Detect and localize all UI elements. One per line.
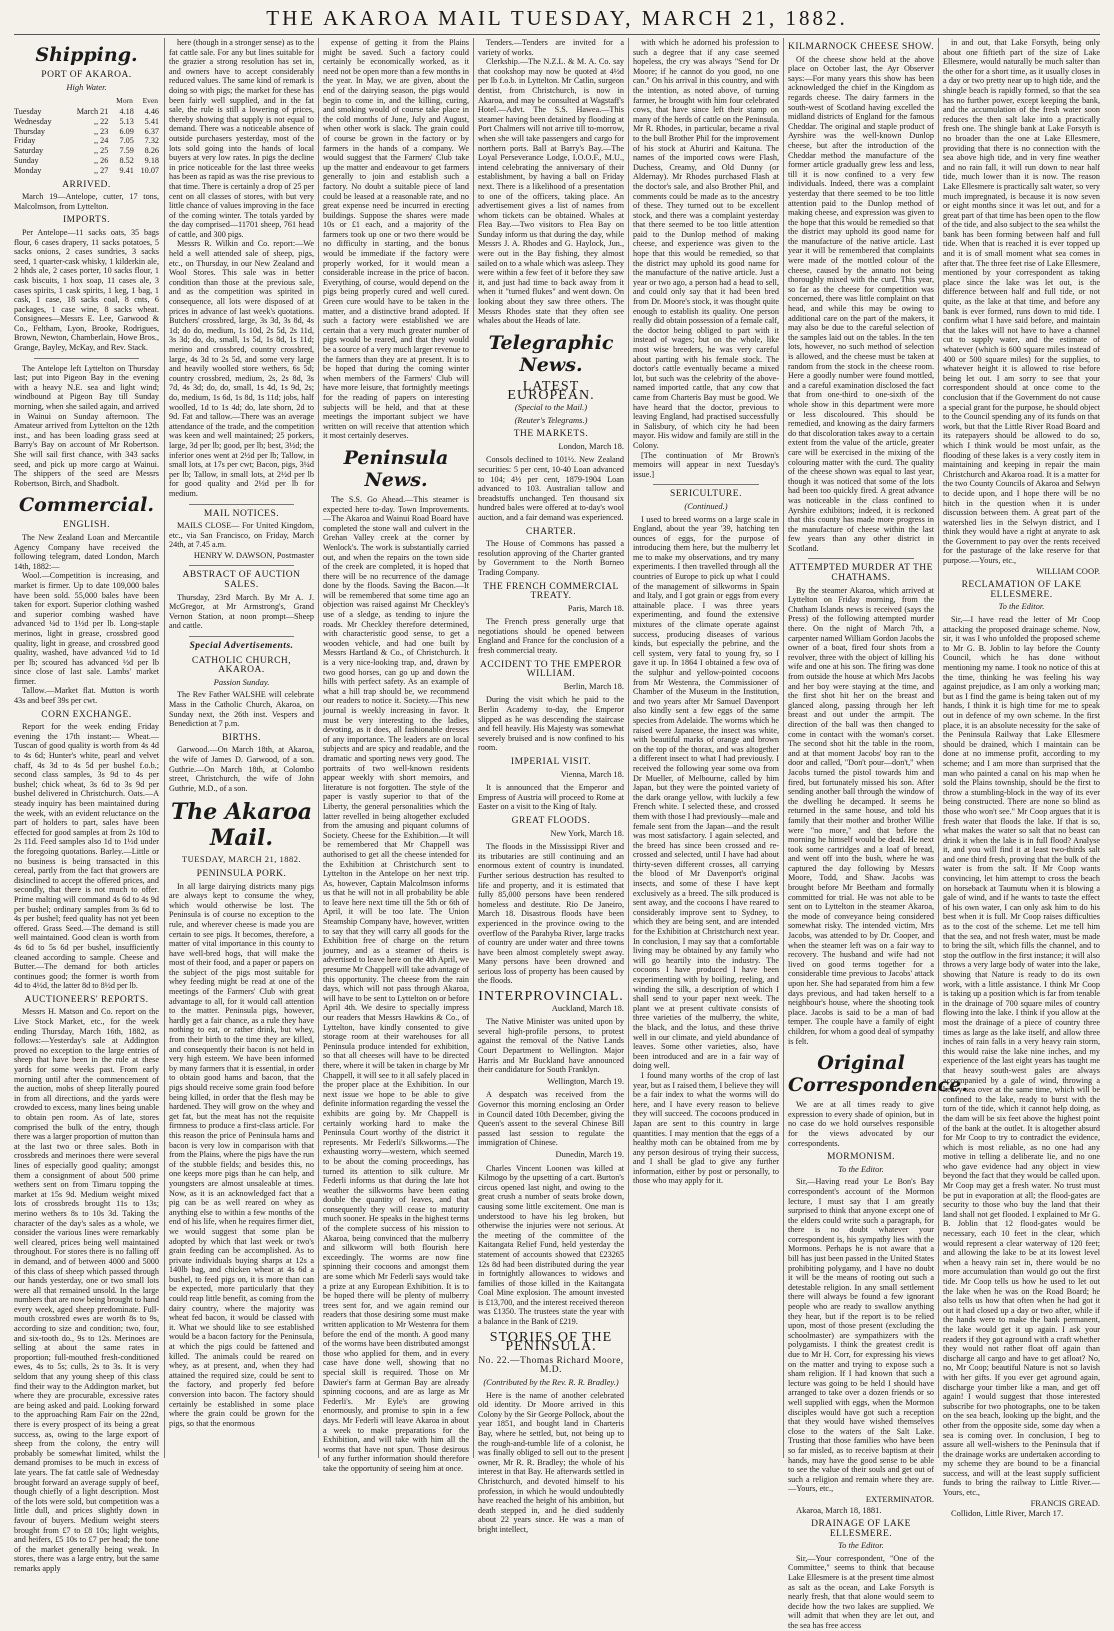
imperial-visit-heading: IMPERIAL VISIT. (510, 757, 592, 767)
letter-signature: FRANCIS GREAD. (1030, 1497, 1100, 1508)
tide-evening: 5.41 (144, 116, 159, 126)
mail-notices-text: MAILS CLOSE— For United Kingdom, etc., via San Francisco, on Friday, March 24th, at 7.45 a.m. (169, 521, 314, 550)
tallow-report: Tallow.—Market flat. Mutton is worth 43s and beef 39s per cwt. (14, 686, 159, 706)
kilmarnock-text: Of the cheese show held at the above place on October last, the Ayr Observer says:—For many years this show has been acknowledged the chief in the Kingdom as regards cheese. The dairy farmers in the south-west of Scotland having excelled the midland districts of England for the famous Cheddar. The original and staple product of Ayrshire was the well-known Dunlop cheese, but after the introduction of the Cheddar method the manufacture of the former article gradually grew less and less, till it is now confined to a very few individuals. Indeed, there was a complaint yesterday that there seemed to be too little attention paid to the Dunlop method of making cheese, and expression was given to the hope that this would be remedied so that the district may uphold its good name for the manufacture of the native article. Last year it will be remembered that complaints were made of the mottled colour of the cheese, caused by the annatto not being thoroughly mixed with the curd. This year, so far as the cheese for competition was concerned, there was little complaint on that head, and while this may be owing to additional care on the part of the makers, it may also be due to the careful selection of the samples laid out on the tables. In the ten lots, however, no such method of selection is allowed, and the cheese must be taken at random from the stock in the cheese room. Here a goodly number were found mottled, and a careful examination disclosed the fact that from one-third to one-sixth of the whole show in this department were more or less discoloured. This should be remedied, and knowing as the dairy farmers do that discoloration takes away to a certain extent from the value of the article, greater care will be exercised in the mixing of the colouring matter with the curd. The quality of the cheese shown was equal to last year, though it was noticed that some of the lots had been too quickly fired. A great advance was noticeable in the class confined to Ayrshire exhibitors; indeed, it is reckoned that this county has made more progress in the manufacture of cheese within the last few years than any other district in Scotland. (788, 54, 934, 553)
tide-header-cell (14, 95, 65, 107)
stories-text-continued: with which he adorned his profession to such a degree that if any case seemed hopeless, the cry was always "Send for Dr Moore; if he cannot do you good, no one can." On his arrival in this country, and with the intention, as noted above, of turning farmer, he brought with him four celebrated cows, that have since left their stamp on many of the herds of cattle on the Peninsula. Mr R. Rhodes, in particular, became a rival to the bull Brother Phil for the improvement of his stock at Ahuriri and Kaituna. The names of the imported cows were Flash, Duchess, Creamy, and Old Dunny (or Aldernay). Mr Rhodes purchased Flash at the doctor's sale, and also Brother Phil, and comments could be made as to the ancestry of these. They turned out to be excellent stock, and there was a complaint yesterday that there seemed to be too little attention paid to the Dunlop method of making cheese, and experience was given to the hope that this would be remedied, so that the district may uphold its good name for the manufacture of the native article. Just a year or two ago, a person had a head to sell, and could only say that it had been bred from Dr. Moore's stock, it was thought quite enough to establish its quality. One person really did obtain possession of a female calf, the doctor being obliged to part with it instead of wages; but on the whole, like most wise breeders, he was very careful about parting with his female stock. The doctor's cattle eventually became a mixed lot, but such was the celebrity of the above-named imported cattle, that any cow that came from Charteris Bay must be good. We have heard that the doctor, previous to leaving England, had practised successfully in Salisbury, of which city he had been mayor. His widow and family are still in the Colony. (633, 38, 779, 450)
tide-morning: 9.41 (119, 165, 134, 175)
tide-date: ,, 25 (94, 146, 109, 156)
markets-text: Consols declined to 101½. New Zealand securities: 5 per cent, 10-40 Loan advanced to 104; 4½ per cent, 1879-1904 Loan advanced to 103. Australian tallow and breadstuffs unchanged. Ten thousand six hundred bales were offered at to-day's wool auction, and a fair demand was experienced. (478, 455, 624, 522)
mormonism-letter: Sir,—Having read your Le Bon's Bay correspondent's account of the Mormon lecture, I must say that I am greatly surprised to think that anyone except one of the elders could write such a paragraph, for there is no doubt whatever your correspondent is, his sympathy lies with the Mormons. Perhaps he is not aware that a bill has just been passed in the United States prohibiting polygamy, and I have no doubt it will be the means of rooting out such a detestable religion. In any small settlement there will always be found a few ignorant people who are ready to swallow anything they hear, but if the report is to be relied upon, most of those present (excluding the schoolmaster) are sympathizers with the polygamists. I think the greatest credit is due to Mr H. Corr, for expressing his views on the matter and trying to expose such a sham religion. If I had known that such a lecture was going to be held I should have arranged to take over a dozen friends or so well supplied with eggs, when the Mormon disciples would have got such a reception that they would have wished themselves close to the waters of the Salt Lake. Trusting that those families who have been so far misled, as to receive baptism at their hands, may have the good sense to be able to see the value of their souls and get out of such a religion and remain where they are.—Yours, etc., (788, 1177, 934, 1494)
latest-european-heading: LATEST EUROPEAN. (507, 378, 595, 404)
tide-morning: 4.18 (119, 106, 134, 116)
divider (808, 558, 914, 559)
port-heading: PORT OF AKAROA. (41, 70, 132, 80)
imperial-visit-text: It is announced that the Emperor and Empress of Austria will proceed to Rome at Easter on a visit to the King of Italy. (478, 783, 624, 812)
interprovincial-dateline: Wellington, March 19. (547, 1075, 624, 1086)
auctioneers-heading: AUCTIONEERS' REPORTS. (24, 994, 149, 1005)
imports-heading: IMPORTS. (63, 215, 110, 226)
column-5 (633, 38, 779, 1458)
columns (14, 38, 1100, 1631)
tide-row (14, 156, 159, 166)
sericulture-text: I found many worths of the crop of last year, but as I raised them, I believe they will be a fair index to what the worms will do here, and I have every reason to believe they will succeed. The cocoons produced in Japan are sent to this country in large quantities. I may mention that the eggs of a healthy moth can be obtained from me by any person desirous of trying their success, and I shall be glad to give any further information, either by post or personally, to those who may apply for it. (633, 1070, 779, 1186)
charter-heading: CHARTER. (525, 526, 577, 537)
drainage-letter-continued: in and out, that Lake Forsyth, being only about one fiftieth part of the size of Lake Ellesmere, would naturally be much salter than the other for a short time, as it usually closes in a day or two pretty near up to high tide, and the shingle beach is rapidly formed, so that the sea has no further power, except keeping the bank, and the accumulation of the fresh water soon reduces the then salt lake into a practically fresh one. The shingle bank at Lake Forsyth is no broader than the one at Lake Ellesmere, providing that there is no connection with the sea above high tide, and in very fine weather and no rain fall, it will run down to near half tide, much lower than it is now. The reason Lake Ellesmere is practically salt water, so very much impregnated, is because it is now seven or eight months since it was let out, and for a great part of that time has been open to the flow of the tide, and also subject to the sea whilst the bank has been forming between half and full tide. When that is reached it is ever topped up and it is of small moment what sea comes in after that. The three feet rise of Lake Ellesmere, mentioned by your correspondent as taking place since the lake was let out, is the difference between half and full tide, or not quite, as the lake at that time, and before any bank is ever formed, runs down to mid tide. I confirm what I have said before, and maintain that the lakes will not have to have a channel cut to supply water, and the estimate of whatever (which is 600 square miles instead of 400 or 500 square miles) for the supplies, to whatever height it is allowed to rise before being let out. I am sorry to see that your correspondent should at once come to the conclusion that if the Government do not cause a special grant for the purpose, he should object to the Council spending any of its funds on that work, but that the Little River Road Board and its ratepayers should be allowed to do so, which I think would be most unfair, as the flooding of these lakes is a very costly item in maintaining and keeping in repair the main Christchurch and Akaroa road. It is a matter for the two County Councils of Akaroa and Selwyn to decide upon, and I hope there will be no hitch in the question when it is under discussion between them. A great part of the watershed lies in the Selwyn district, and I think they would have a right at anyrate to ask the Government to pay over the rents received for the pasturage of the lake reserve for that purpose.—Yours, etc., (943, 38, 1100, 566)
stories-heading: STORIES OF THE PENINSULA. (489, 1329, 613, 1355)
sericulture-text: I used to breed worms on a large scale in England, about the year '39, hatching ten ounces of eggs, for the purpose of introducing them here, but the mulberry let me to make my observations, and try many experiments. I then travelled through all the countries of Europe to pick up what I could of the management of silkworms in Spain and Italy, and I got grain or eggs from every attainable place. I was three years experimenting, and found the extensive mixtures of the climate operate against success, producing diseases of various kinds, but especially the pebrine, and the cell system, very fatal to young fry, so I gave it up. In 1864 I obtained a few ova of the sulphur and yellow-pointed cocoons from Mr Westenra, the Commissioner of Chamber of the Museum in the Institution, and two years after Mr Samuel Davenport also kindly sent a few eggs of the same species from Adelaide. The worms which he raised were Japanese, the insect was white, with beautiful marks of orange and brown on the top of the thorax, and was altogether a different insect to what I had previously. I received the following year some ova from Dr Mueller, of Melbourne, called by him Japan, but they were the pointed variety of the dark orange yellow, with luckily a few French white. I selected these, and crossed them with those I had previously—male and female sent from the Japan—and the result was most satisfactory. I again selected, and the breed has since been crossed and re-crossed and selected, until I have had about thirty-seven different crosses, all carrying the blood of Mr Davenport's original insects, and some of these I have kept exclusively as a breed. The silk produced is sent away, and the cocoons I have reared to considerably improve sent to Sydney, to which they are being sent, and are intended for the Exhibition at Christchurch next year. In conclusion, I may say that a comfortable living may be obtained by any family who will go heartily into the industry. The cocoons I have produced I have been experimenting with by boiling, reeling, and winding the silk, a description of which I shall send to your paper next week. The plant we at present cultivate consists of three varieties of the mulberry, the white, the black, and the lotus, and these thrive well in our climate, and yield abundance of leaves. Some other varieties, also, have been introduced and are in a fair way of doing well. (633, 514, 779, 1071)
tide-date: ,, 27 (94, 165, 109, 175)
tide-date: ,, 23 (94, 126, 109, 136)
letter-date: Akaroa, March 18, 1881. (796, 1504, 882, 1515)
interprovincial-heading: INTERPROVINCIAL. (478, 989, 624, 1005)
to-the-editor: To the Editor. (838, 1540, 884, 1551)
commercial-heading: Commercial. (18, 494, 155, 517)
tide-morning: 8.52 (119, 155, 134, 165)
sericulture-continued: (Continued.) (684, 500, 728, 511)
column-rule (473, 38, 474, 1458)
column-1 (14, 38, 159, 1573)
letter-signature: WILLIAM COOP. (1036, 565, 1100, 576)
reclamation-letter: Sir,—I have read the letter of Mr Coop attacking the proposed drainage scheme. Now, sir, it was I who unfolded the proposed scheme to Mr G. B. Joblin to lay before the County Council, which he has done without mentioning my name. I took no notice of this at the time, thinking he was feeling his way against prejudice, as I am only a working man; but as I find the game is being taken out of my hands, I think it is high time for me to speak out in defence of my own scheme. In the first place, it is an absolute necessity for the sake of the Peninsula Railway that Lake Ellesmere should be drained, which I maintain can be done at no immense profit, according to my scheme; and I am more than surprised that the man who painted a canal on his map when he sold the Plains township, should be the first to throw a stumbling-block in the way of its ever being constructed. There are none so blind as those who won't see." Mr Coop argues that it is fresh water that floods the lake. If that is so, what makes the water so salt that no beast can drink it when the lake is in full flood? Analyse it, and you will find it at least two-thirds salt and one third fresh, proving that the bulk of the water is from the salt. If Mr Coop wants convincing, let him attempt to cross the beach on horseback at Taumutu when it is blowing a gale of wind, and if he wants to taste the effect of his own water, I can only ask him to do his best when it is full. Mr Coop raises difficulties as to the cost of the scheme. Let me tell him that the sea, and not fresh water, must be made to bring the silt, which fills the channel, and to stop the outflow in the first instance; it will also throws a very large body of water into the lake, showing that Nature is ready to do its own work, with a little assistance. I think Mr Coop is taking up a position which is far from tenable in the drainage of 700 square miles of country flowing into the lake. I think if you allow at the most the drainage of a piece of country three times as large as the lake itself, and allow three inches of rain falls in a very heavy rain storm, this would raise the lake nine inches, and my experience of the last eight years has taught me that heavy south-west gales are always accompanied by a gale of wind, throwing a heavy sea over at the same time, which will be confined to the lake, ready to burst with the turn of the tide, which it cannot help doing, as the dam will be six feet above the highest point of the bank at the outlet. It is altogether absurd for Mr Coop to try to contradict the evidence, which is most reliable, as no one had any motive in telling a deliberate lie, and no one who gave evidence had any object in view beyond the fact that they would be called upon. Mr Coop may get a fresh water. No trust must be put in evaporation at all; the flood-gates are security to those who buy the land that their land shall not get flooded. I explained to Mr G. B. Joblin that 12 flood-gates would be necessary, each 10 feet in the clear, which would represent a clear waterway of 120 feet; and allowing the lake to be at its lowest level when a heavy rain set in, there would be no more accumulation than would go out the first tide. Mr Coop tells us how he used to let out the lake when he was on the Road Board; he also tells us how that often when he had got it out it had closed up a day or two after, while if the hands were to make the bank permanent, the lake would get it up again. I ask your readers if they got aground with a craft whether they would not rather float off again than discharge all cargo and have to get afloat? No, no, Mr Coop; beautiful Nature is not so lavish with her gifts. If you ever get aground again, discharge your timber like a man, and get off again! I would suggest that those interested subscribe for two photographs, one to be taken on the sea beach, looking up the bight, and the other from the opposite side, some day when a sea is coming over. In conclusion, I beg to assure all well-wishers to the Peninsula that if the drainage works are undertaken according to my scheme they are bound to be a financial success, and will at the least supply sufficient funds to bring the railway to Little River.—Yours, etc., (943, 615, 1100, 1498)
drainage-letter: Sir,—Your correspondent, "One of the Committee," seems to think that because Lake Ellesmere is at the present time almost as salt as the ocean, and Lake Forsyth is nearly fresh, that that alone would seem to decide how the two lakes are supplied. We will admit that when they are let out, and the sea has free access (788, 1553, 934, 1631)
abstract-heading: ABSTRACT OF AUCTION SALES. (182, 570, 301, 591)
divider (189, 636, 294, 637)
paper-date: TUESDAY, MARCH 21, 1882. (181, 854, 302, 865)
english-intro: The New Zealand Loan and Mercantile Agency Company have received the following telegram, dated London, March 14th, 1882:— (14, 532, 159, 571)
mail-notices-signature: HENRY W. DAWSON, Postmaster (193, 549, 314, 560)
catholic-church-heading: CATHOLIC CHURCH, AKAROA. (191, 655, 292, 676)
tenders-text: Tenders.—Tenders are invited for a variety of works. (478, 38, 624, 57)
column-2 (169, 38, 314, 1458)
tide-header-cell: Even (142, 96, 158, 106)
attempted-murder-text: By the steamer Akaroa, which arrived at Lyttelton on Friday morning, from the Chatham Islands news is received (says the Press) of the following attempted murder there. On the night of March 7th, a carpenter named William Gordon Jacobs the owner of a boat, fired four shots from a revolver, three with the object of killing his wife and one at his son. The firing was done from outside the house at which Mrs Jacobs and her boy were staying at the time, and the first shot hit her on the breast and glanced along, passing through her left breast and out under the armpit. The direction of the ball was then changed to come in contact with the woman's corset. The second shot hit the table in the room, and at that moment Jacobs' boy ran to the door and called, "Don't pour—don't," when Jacobs turned the pistol towards him and fired, but fortunately missed his son. After sending another ball through the window of the dwelling he decamped. It seems he returned in the same house, and told his family that their mother and brother Willie were "no more," and that before the morning he himself would be dead. He next took some cartridges and a loaf of bread, and went off into the bush, where he was captured the day following by Messrs Moore, Todd, and Shaw. Jacobs was brought before Mr Beetham and formally committed for trial. He was not able to be sent on to Lyttelton in the steamer Akaroa, the mode of conveyance being considered somewhat risky. The intended victim, Mrs Jacobs, was attended to by Dr. Cooper, and when the steamer left was on a fair way to recovery. The husband and wife had not lived on good terms together for a considerable time previous to Jacobs' attack upon her. She had separated from him a few days previous, and had taken herself to a neighbour's house, where the shooting took place. Jacobs is said to be a man of bad temper. The couple have a family of eight children, for whom a good deal of sympathy is felt. (788, 585, 934, 1046)
tide-day: Monday (14, 165, 42, 175)
to-the-editor: To the Editor. (998, 601, 1045, 612)
french-treaty-dateline: Paris, March 18. (567, 602, 624, 613)
tide-day: Thursday (14, 126, 45, 136)
drainage-heading: DRAINAGE OF LAKE ELLESMERE. (811, 1519, 911, 1539)
column-rule (628, 38, 629, 1458)
births-heading: BIRTHS. (221, 732, 262, 743)
tide-day: Saturday (14, 146, 44, 156)
tide-row (14, 117, 159, 127)
arrived-heading: ARRIVED. (62, 179, 111, 190)
great-floods-heading: GREAT FLOODS. (511, 815, 591, 826)
interprovincial-text: The Native Minister was united upon by several high-profile persons, to protest against the removal of the Native Lands Court Department to Wellington. Major Harris and Mr Buckland have announced their candidature for South Franklyn. (478, 1017, 624, 1075)
interprovincial-dateline: Auckland, March 18. (551, 1002, 624, 1013)
letter-date: Collidon, Little River, March 17. (951, 1508, 1064, 1519)
tide-evening: 7.32 (144, 136, 159, 146)
divider (189, 565, 294, 566)
pork-heading: PENINSULA PORK. (196, 868, 287, 879)
tide-date: ,, 22 (94, 116, 109, 126)
peninsula-news-heading: Peninsula News. (343, 446, 449, 491)
french-treaty-heading: THE FRENCH COMMERCIAL TREATY. (483, 581, 619, 602)
tide-morning: 7.59 (119, 146, 134, 156)
stories-note: [The continuation of Mr Brown's memoirs will appear in next Tuesday's issue.] (633, 450, 779, 479)
tide-day: Tuesday (14, 106, 42, 116)
to-the-editor: To the Editor. (838, 1163, 884, 1174)
tide-day: Friday (14, 136, 36, 146)
pork-article-continued: expense of getting it from the Plains might be saved. Such a factory could certainly be economically worked, as it need not be open more than a few months in the year. In May, we are given, about the end of the dairying season, the pigs would begin to come in, and the killing, curing, and smoking would of course take place in the cold months of June, July and August, when other work is slack. The grain could of course be grown in the factory or by farmers in the hands of a company. We would suggest that the Farmers' Club take up the matter and endeavour to get farmers generally to join and establish such a factory. No doubt a suitable piece of land could be leased at a reasonable rate, and no great expense need be incurred in erecting buildings. Suppose the shares were made 10s or £1 each, and a majority of the farmers took up one or two there would be no difficulty in starting, and the bonus would be immediate if the factory were properly worked, for it would mean a considerable increase in the price of bacon. Everything, of course, would depend on the pigs being properly cured and well cured. Green cure would have to be taken in the matter, and a distinctive brand adopted. If such a factory were established we are certain that a very much greater number of pigs would be reared, and that they would be a source of a very much larger revenue to the farmers than they are at present. It is to be hoped that during the coming winter when members of the Farmers' Club will have more leisure, that fortnightly meetings for the reading of papers on interesting subjects will be held, and that at these meetings the important subject we have written on will receive that attention which it most certainly deserves. (323, 38, 469, 441)
markets-heading: THE MARKETS. (513, 429, 589, 440)
divider (34, 358, 139, 359)
charter-text: The House of Commons has passed a resolution approving of the Charter granted by Government to the North Borneo Trading Company. (478, 539, 624, 577)
accident-text: During the visit which he paid to the Berlin Academy to-day, the Emperor slipped as he was descending the staircase and fell heavily. His Majesty was somewhat severely bruised and is now confined to his room. (478, 695, 624, 753)
attempted-murder-heading: ATTEMPTED MURDER AT THE CHATHAMS. (789, 563, 933, 584)
abstract-text: Thursday, 23rd March. By Mr A. J. McGregor, at Mr Armstrong's, Grand Vernon Station, at noon prompt—Sheep and cattle. (169, 592, 314, 631)
shipping-heading: Shipping. (35, 44, 138, 66)
corn-exchange-report: Report for the week ending Friday evening the 17th instant:— Wheat.—Tuscan of good quality is worth from 4s 4d to 4s 6d; Hunter's white, pearl and velvet chaff, 4s 3d to 4s 5d per bushel f.o.b.; second class samples, 3s 9d to 4s per bushel; chick wheat, 3s 6d to 3s 9d per bushel delivered in Christchurch. Oats.—A steady inquiry has been maintained during the week, with an evident reluctance on the part of holders to part, sales have been effected for good samples at from 2s 10d to 2s 11d. Feed samples also 1d to 1½d under the foregoing quotations. Barley.—Little or no business is being transacted in this cereal, partly from the fact that growers are disinclined to accept the offered prices, and secondly, that there is not much to offer. Prime malting will command 4s 6d to 4s 9d per bushel; ordinary samples from 3s 6d to 4s per bushel; feed quality has not yet been offered. Grass Seed.—The demand is still well maintained. Good clean is worth from 4s 6d to 5s 6d per bushel, insufficiently cleaned according to sample. Cheese and Butter.—The demand for both articles continues good; the former is worth from 4d to 4½d, the latter 8d to 8½d per lb. (14, 722, 159, 991)
imperial-visit-dateline: Vienna, March 18. (560, 768, 624, 779)
births-text: Garwood.—On March 18th, at Akaroa, the wife of James D. Garwood, of a son. Guthrie.—On March 18th, at Colombo street, Christchurch, the wife of John Guthrie, M.D., of a son. (169, 745, 314, 793)
imports-text: Per Antelope—11 sacks oats, 35 bags flour, 6 cases drapery, 11 sacks potatoes, 5 sacks onions, 2 cases sundries, 3 sacks seed, 1 quarter-cask whisky, 1 kilderkin ale, 2 hhds ale, 2 cases porter, 10 sacks flour, 1 cask biscuits, 1 hox soap, 11 cases ale, 3 cases spirits, 1 cask spirits, 1 keg, 1 bag, 1 cask, 1 case, 18 sacks coal, 8 cnts, 6 packages, 1 case wine, 8 sacks wheat. Consignees—Messrs E. Lee, Garwood & Co., Feltham, Lyon, Brooke, Rodrigues, Brown, Newton, Chamberlain, Howe Bros., Grange, Bayley, McKay, and Rev. Stack. (14, 227, 159, 353)
tide-day: Wednesday (14, 116, 52, 126)
cattle-report-continued: here (though in a stronger sense) as to the fat cattle sale. For any but lines suitable for the grazier a strong resolution has set in, and owners have to accept considerably reduced values. The same kind of remark is doing so with pigs; the market for these has been fairly well supplied, and in the fat sale, the rule is still a lowering of prices, thereby showing that supply is not equal to demand. There was a noticeable absence of outside purchasers yesterday, most of the lots sold going into the hands of local buyers at very low rates. In pigs the decline in price noticeable for the last three weeks has been as rapid as was the rise previous to that time. There is certainly a drop of 25 per cent on all classes of stores, with but very little chance of values improving in the face of the coming winter. The totals yarded by the day comprised—11701 sheep, 761 head of cattle, and 300 pigs. (169, 38, 314, 239)
mormonism-heading: MORMONISM. (826, 1152, 896, 1163)
masthead: THE AKAROA MAIL TUESDAY, MARCH 21, 1882. (266, 6, 848, 30)
tide-evening: 4.46 (144, 106, 159, 116)
stories-contributor: (Contributed by the Rev. R. R. Bradley.) (483, 1377, 619, 1388)
stories-number: No. 22.—Thomas Richard Moore, M.D. (478, 1355, 624, 1376)
auctioneers-report: Messrs H. Matson and Co. report on the Live Stock Market, etc., for the week ending Thursday, March 16th, 1882, as follows:—Yesterday's sale at Addington proved no exception to the large entries of sheep that have been in the rule at these yards for some weeks past. From early morning until after the commencement of the auction, mobs of sheep literally poured in from all directions, and the yards were crowded to excess, many lines being unable to obtain pen room. As of late, stores comprised the bulk of the entry, though there was a larger proportion of mutton than at the last two or three sales. Both in crossbreds and merinoes there were several lines of especially good quality; amongst them a consignment of about 500 prime wethers sent on from Timaru topping the market at 15s 9d. Medium weight mixed lots of crossbreds brought 11s to 13s; merino wethers 8s to 10s 3d. Taking the character of the day's sales as a whole, we consider the various lines were remarkably well cleared, prices being well maintained throughout. For stores there is no falling off in demand, and of between 4000 and 5000 of this class of sheep which passed through our hands yesterday, one or two small lots were all that remained unsold. In the large numbers that are now being brought to hand every week, aged sheep predominate. Full-mouth crossbred ewes are worth 8s to 9s, according to size and condition; two, four, and six-tooth do., 9s to 12s. Merinoes are selling at about the same rates in proportion; full-mouthed fresh-conditioned ewes, 4s to 5s; culls, 2s to 3s. It is very seldom that any young sheep of this class find their way to the Addington market, but where they are procurable, excessive rates are being asked and paid. Looking forward to the approaching Ram Fair on the 22nd, there is every prospect of its being a great success, as, owing to the large export of sheep from the colony, the entry will probably be somewhat limited, whilst the demand promises to be much in excess of late years. The fat cattle sale of Wednesday brought forward an average supply of beef, though chiefly of a light description. Most of the lots were sold, but competition was a little dull, and prices slightly down in favour of buyers. Medium weight steers brought from £7 to £8 10s; light weights, and heifers, £5 10s to £7 per head; the tone of the market generally being weak. In stores, there was a large entry, but the same remarks apply (14, 1007, 159, 1573)
original-correspondence-heading: Original Correspondence. (788, 1052, 968, 1097)
column-7 (943, 38, 1100, 1519)
tide-header-cell: Morn (116, 96, 133, 106)
divider (189, 504, 294, 505)
column-3 (323, 38, 469, 1473)
french-treaty-text: The French press generally urge that negotiations should be opened between England and France for the conclusion of a fresh commercial treaty. (478, 617, 624, 656)
pork-article: In all large dairying districts many pigs are always kept to consume the whey, which would otherwise be lost. The Peninsula is of course no exception to the rule, and wherever cheese is made you are certain to see pigs. It becomes, therefore, a matter of vital importance in this county to have well-bred hogs, that will make the most of their food, and a paper or papers on the subject of the pigs most suitable for whey feeding might be read at one of the meetings of the Farmers' Club with great advantage to all, for it would call attention to the matter. Peninsula pigs, however, hardly get a fair chance, as a rule they have nothing to eat, or rather drink, but whey, from their birth to the time they are killed, and consequently their bacon is not held in very high esteem. We have been informed by many farmers that it is essential, in order to obtain good hams and bacon, that the pigs should receive some grain food before being killed, in order that the flesh may be hardened. They will grow on the whey and get fat, but the meat has not the requisite firmness to produce a first-class article. For this reason the price of Peninsula hams and bacon is very low in comparison with that from the Plains, where the pigs have the run of the stubble fields; and besides this, no one keeps more pigs than he can help, and youngsters are almost unsaleable at times. Now, as it is an acknowledged fact that a pig can be as well reared on whey as anything else to within a few months of the end of his life, when he requires firmer diet, we would suggest that some plan be adopted by which that last week or two's grain feeding can be accomplished. As to private individuals buying sharps at 12s a 140lb bag, and chicken wheat at 4s 6d a bushel, to feed pigs on, it is more than can be expected, more particularly that they could reap little benefit, as coming from the dairy country, where the majority was wheat fed bacon, it would be classed with it. What we should like to see established would be a bacon factory for the Peninsula, at which the pigs could be fattened and killed. The animals could be reared on whey, as at present, and, when they had attained the required size, could be sent to the factory, and properly fed before conversion into bacon. The factory should certainly be established in some place where the grain could be grown for the pigs, so that the enormous (169, 881, 314, 1428)
tide-table (14, 95, 159, 175)
telegraphic-news-heading: Telegraphic News. (488, 331, 614, 376)
interprovincial-text: A despatch was received from the Governor this morning enclosing an Order in Council dated 10th December, giving the Queen's assent to the several Chinese Bill passed last session to regulate the immigration of Chinese. (478, 1090, 624, 1148)
shipping-notes: The Antelope left Lyttelton on Thursday last; put into Pigeon Bay in the evening with a heavy N.E. sea and light wind; windbound at Pigeon Bay till Sunday morning, when she sailed again, and arrived in Wainui on Sunday afternoon. The Amateur arrived from Lyttelton on the 12th inst., and has been loading grass seed at Barry's Bay on account of Mr Robertson. She will sail first chance, with 343 sacks seed, and pick up more cargo at Wainui. The shippers of the seed are Messrs Robertson, Birch, and Shadbolt. (14, 363, 159, 488)
tide-date: ,, 24 (94, 136, 109, 146)
correspondence-note: We are at all times ready to give expression to every shade of opinion, but in no case do we hold ourselves responsible for the views advocated by our correspondents. (788, 1100, 934, 1148)
column-rule (938, 38, 939, 1458)
stories-text: Here is the name of another celebrated old identity. Dr Moore arrived in this Colony by the Sir George Pollock, about the year 1851, and bought land in Charteris Bay, where he settled, but, not being up to the rough-and-tumble life of a colonist, he was finally obliged to sell out to the present owner, Mr R. R. Bradley; the whole of his interest in that Bay. He afterwards settled in Christchurch, and devoted himself to his profession, in which he would undoubtedly have reached the height of his ambition, but death stepped in, and he died suddenly about 22 years since. He was a man of bright intellect, (478, 1390, 624, 1534)
tide-morning: 5.13 (119, 116, 134, 126)
english-heading: ENGLISH. (62, 520, 110, 531)
tide-evening: 8.26 (144, 146, 159, 156)
column-4 (478, 38, 624, 1534)
catholic-church-text: The Rev Father WALSHE will celebrate Mass in the Catholic Church, Akaroa, on Sunday next, the 26th inst. Vespers and Benediction at 7 p.m. (169, 690, 314, 729)
interprovincial-text: Charles Vincent Loonen was killed at Kilmogo by the upsetting of a cart. Burton's circus opened last night, and owing to the great crush a number of seats broke down, causing some little excitement. One man is understood to have his leg broken, but otherwise the injuries were not serious. At the meeting of the committee of the Kaitangata Relief Fund, held yesterday the statement of accounts showed that £23265 12s 8d had been distributed during the year in fortnightly allowances to widows and families of those killed in the Kaitangata Coal Mine explosion. The amount invested is £13,700, and the interest received thereon was £1350. The trustees state the year with a balance in the Bank of £219. (478, 1163, 624, 1327)
divider (653, 484, 759, 485)
tide-evening: 9.18 (144, 155, 159, 165)
special-ads-heading: Special Advertisements. (189, 641, 294, 652)
special-to-mail: (Special to the Mail.) (514, 402, 588, 412)
reclamation-heading: RECLAMATION OF LAKE ELLESMERE. (961, 580, 1082, 600)
wilkin-report: Messrs R. Wilkin and Co. report:—We held a well attended sale of sheep, pigs, etc., on Thursday, in our New Zealand and Wool Stores. This sale was in better condition than those at the previous sale, and as the competition was spirited in consequence, all lots were disposed of at prices in advance of last week's quotations. Butchers' crossbred, large, 3s 3d, 3s 8d, 4s 1d; do do, medium, 1s 10d, 2s 5d, 2s 11d, 3s 3d; do, do, small, 1s 5d, 1s 8d, 1s 11d; merino and crossbred, country crossbred, large, 4s 3d to 2s 5d, and some very large and heavily woolled store wethers, 6s 5d; country crossbred, medium, 2s, 2s 8d, 3s 7d, 4s 3d; do, do, small, 1s 4d, 1s 9d, 2s; do, medium, 1s 6d, 1s 8d, 1s 11d; jobs, half woolled, 1d to 1s 4d; do, late shorn, 2d to 9d. Fat and tallow.—There was an average attendance of the trade, and the competition was keen and well maintained; 25 porkers, large, 3d per lb; good, per lb; best, 3½d; the inferior ones went at 2½d per lb; Tallow, in small lots, at 17s per cwt; Bacon, pigs, 3¼d per lb; Tallow, in small lots, at 2½d per lb for good quality and 2½d per lb for medium. (169, 239, 314, 498)
column-rule (164, 38, 165, 1458)
tide-header-cell (65, 95, 108, 107)
masthead-rule (14, 34, 1100, 35)
tide-row (14, 127, 159, 137)
tide-date: ,, 26 (94, 155, 109, 165)
tide-table-header (14, 95, 159, 107)
tide-row (14, 107, 159, 117)
passion-sunday: Passion Sunday. (213, 676, 270, 687)
tide-morning: 7.05 (119, 136, 134, 146)
tide-date: March 21 (76, 106, 109, 116)
corn-exchange-heading: CORN EXCHANGE. (41, 709, 132, 720)
interprovincial-dateline: Dunedin, March 19. (555, 1148, 624, 1159)
peninsula-news-text: The S.S. Go Ahead.—This steamer is expected here to-day. Town Improvements.—The Akaroa and Wainui Road Board have completed the stone wall and culvert in the Grehan Valley creek at the corner by Wenlock's. The work is substantially carried out, and when the repairs on the town side of the creek are completed, it is hoped that there will be no recurrence of the damage done by the floods. Saving the Bacon.—It will be remembered that some time ago an objection was raised against Mr Checkley's use of a sledge, as tending to injure the roads. Mr Checkley therefore determined, with characteristic good sense, to get a wooden vehicle, and had one built by Messrs Hartland & Co., of Christchurch. It is a very nice-looking trap, and, drawn by two good horses, can go up and down the hills with perfect safety. As an example of what a hill trap should be, we recommend our readers to notice it. Society.—This new journal is weekly increasing in favor. It must be very interesting to the ladies, devoting, as it does, all fashionable dresses of any importance. The leaders are on local subjects and are spicy and readable, and the dramatic and sporting news very good. The portraits of two well-known residents appear weekly with short memoirs, and literature is not forgotten. The style of the paper is vastly superior to that of the Liberty, the general personalities which the latter revelled in being altogether excluded from the amusing and piquant columns of Society. Cheese for the Exhibition.—It will be remembered that Mr Chappell was authorised to get all the cheese intended for the Exhibition at Christchurch sent to Lyttelton in the Antelope on her next trip. As, however, Captain Malcolmson informs us that he will not in all probability be able to leave here next time till the 5th or 6th of April, it will be too late. The Union Steamship Company have, however, written to say that they will carry all goods for the Exhibition free of charge on the return journey, and as a steamer of theirs is advertised to leave here on the 4th April, we presume Mr Chappell will take advantage of this opportunity. The cheese from the rain days, which will not pass through Akaroa, will have to be sent to Lyttelton on or before April 4th. We desire to specially impress our readers that Messrs Hawkins & Co., of Lyttelton, have kindly consented to give storage room at their warehouses for all Peninsula produce intended for exhibition, so that all cheeses will have to be directed there, where it will be taken in charge by Mr Chappell, it will see to it all safely placed in the proper place at the Exhibition. In our next issue we hope to be able to give definite information regarding the vessel the exhibits are going by. Mr Chappell is certainly working hard to make the Peninsula Court worthy of the district it represents. Mr Federli's Silkworms.—The exhausting worry—western, which seemed to be about the coming proceedings, has turned its attention to silk culture. Mr Federli informs us that during the late hot weather the silkworms have been eating double the quantity of leaves, and that consequently they will cease to maturity much sooner. He speaks in the highest terms of the complete success of his mission to Akaroa, being convinced that the mulberry and silkworm will both flourish here exceedingly. The worms are now fine spinning their cocoons and amongst them are some which Mr Federli says would take a prize at any European Exhibition. It is to be hoped there will be plenty of mulberry trees sent for, and we again remind our readers that those desiring some must make written application to Mr Westenra for them before the end of the month. A good many of the worms have been distributed amongst those who applied for them, and in every case have done well, showing that no special skill is required. Those on Mr Dawier's farm at German Bay are already spinning cocoons, and are as large as Mr Federli's. Mr Eyle's are growing enormously, and promise to spin in a few days. Mr Federli will leave Akaroa in about a week to make preparations for the Exhibition, and will take with him all the worms that have not spun. Those desirous of any further information should therefore take the opportunity of seeing him at once. (323, 494, 469, 1473)
tide-day: Sunday (14, 155, 39, 165)
local-news-text: Clerkship.—The N.Z.L. & M. A. Co. say that cookshop may now be quoted at 4½d per lb f.o.b. in Lyttelton. Mr Catlin, surgeon dentist, from Christchurch, is now in Akaroa, and may be consulted at Wagstaff's Hotel.—Advt. The S.S. Hawea.—This steamer having been detained by flooding at Port Chalmers will not arrive till to-morrow, when she will take passengers and cargo for northern ports. Ball at Barry's Bay.—The Loyal Perseverance Lodge, I.O.O.F., M.U., intend celebrating the anniversary of their establishment, by having a ball on Friday next. There is a likelihood of a presentation to one of the officers, taking place. An advertisement gives a list of names from whom tickets can be obtained. Whales at Flea Bay.—Two visitors to Flea Bay on Sunday inform us that during the day, while Messrs J. A. Rhodes and G. Haylock, Jun., were out in the Bay fishing, they almost sailed on to a whale which was asleep. They were within a few feet of it before they saw it, and just had time to back away from it when it "turned flukes" and went down. On looking about they saw three others. The Messrs Rhodes state that they often see whales about the Heads of late. (478, 57, 624, 326)
accident-dateline: Berlin, March 18. (563, 680, 624, 691)
kilmarnock-heading: KILMARNOCK CHEESE SHOW. (788, 42, 935, 52)
column-6 (788, 38, 968, 1631)
accident-heading: ACCIDENT TO THE EMPEROR WILLIAM. (480, 659, 622, 680)
wool-report: Wool.—Competition is increasing, and market is firmer. Up to date 109,000 bales have been sold. 55,000 bales have been taken for export. Superior clothing washed and superior combing washed have advanced ¼d to 1½d per lb. Long-staple merinos, light in grease, crossbred good quality, light in grease, and crossbred good quality, washed, have advanced ½d to 1d per lb; scoured has advanced ½d per lb since close of last sale. Lambs' market firmer. (14, 571, 159, 686)
tide-morning: 6.09 (119, 126, 134, 136)
sericulture-heading: SERICULTURE. (670, 489, 742, 500)
tide-row (14, 166, 159, 176)
column-rule (318, 38, 319, 1458)
markets-dateline: London, March 18. (558, 440, 624, 451)
column-rule (783, 38, 784, 1458)
paper-title: The Akaroa Mail. (170, 799, 313, 852)
tide-row (14, 146, 159, 156)
tide-row (14, 136, 159, 146)
reuters-telegrams: (Reuter's Telegrams.) (514, 414, 588, 425)
great-floods-text: The floods in the Mississippi River and its tributaries are still continuing and an enormous extent of country is inundated. Further serious destruction has resulted to life and property, and it is estimated that fully 85,000 persons have been rendered homeless and destitute. Rio De Janeiro, March 18. Disastrous floods have been experienced in the province owing to the overflow of the Parahyba River, large tracks of country are under water and three towns have been almost completely swept away. Many persons have been drowned and serious loss of property has been caused by the floods. (478, 842, 624, 986)
mail-notices-heading: MAIL NOTICES. (203, 508, 280, 519)
high-water-label: High Water. (66, 81, 107, 92)
arrived-text: March 19—Antelope, cutter, 17 tons, Malcolmson, from Lyttelton. (14, 192, 159, 211)
letter-signature: EXTERMINATOR. (865, 1493, 934, 1504)
great-floods-dateline: New York, March 18. (550, 827, 624, 838)
tide-evening: 10.07 (140, 165, 159, 175)
tide-evening: 6.37 (144, 126, 159, 136)
